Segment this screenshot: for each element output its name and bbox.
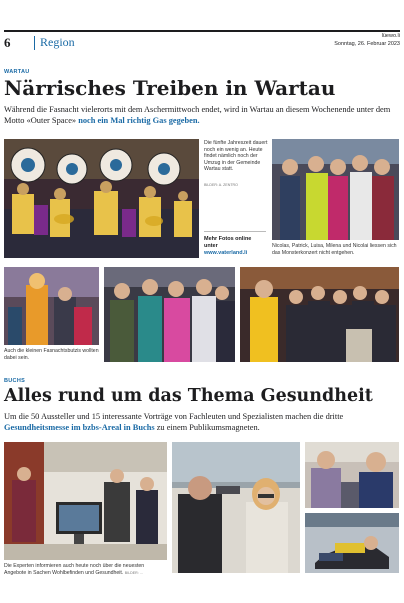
more-photos-link[interactable]: www.vaterland.li xyxy=(204,250,248,256)
photo-massage-chair xyxy=(305,513,399,573)
article1-side-credit: BILDER: A. ZENTRO xyxy=(204,183,238,187)
article1-headline: Närrisches Treiben in Wartau xyxy=(4,76,336,100)
photo-small-children xyxy=(4,267,99,345)
article1-kicker: WARTAU xyxy=(4,69,30,75)
more-photos-rule xyxy=(204,231,266,232)
article2-lead-end: zu einem Publikumsmagneten. xyxy=(154,423,260,432)
article1-side-caption: Die fünfte Jahreszeit dauert noch ein wenig an. Heute findet nämlich noch der Umzug in der Gemeinde Wartau statt. xyxy=(204,140,268,173)
article1-lead xyxy=(4,104,400,126)
photo-guggenmusik-band xyxy=(4,139,199,258)
article1-lead-text: Während die Fasnacht vielerorts mit dem Aschermittwoch endet, wird in Wartau an diesem Wochenende unter dem Motto «Outer Space» xyxy=(4,105,391,125)
article2-caption-text: Die Experten informieren auch heute noch über die neuesten Angebote in Sachen Wohlbefinden und Gesundheit. xyxy=(4,563,145,576)
article2-headline: Alles rund um das Thema Gesundheit xyxy=(4,386,373,406)
article2-credit: BILDER: ... xyxy=(124,570,143,575)
article2-caption xyxy=(4,563,167,576)
photo-expo-booth xyxy=(4,442,167,560)
article1-caption-right: Nicolas, Patrick, Luisa, Milena und Nicolai liessen sich das Monsterkonzert nicht entgehen. xyxy=(272,243,397,256)
more-photos-label: Mehr Fotos online unter xyxy=(204,236,252,249)
issue-date: Sonntag, 26. Februar 2023 xyxy=(334,41,400,47)
page-number: 6 xyxy=(4,35,11,50)
site-name: lüewo.li xyxy=(381,33,400,39)
article2-lead-highlight: Gesundheitsmesse im bzbs-Areal in Buchs xyxy=(4,423,155,432)
photo-group-of-five xyxy=(272,139,399,240)
article2-lead-text: Um die 50 Aussteller und 15 interessante Vorträge von Fachleuten und Spezialisten machen die dritte xyxy=(4,412,344,421)
photo-two-visitors xyxy=(305,442,399,508)
article2-kicker: BUCHS xyxy=(4,378,26,384)
article1-lead-highlight: noch ein Mal richtig Gas gegeben. xyxy=(78,116,200,125)
article1-caption-left-small: Auch die kleinen Fasnachtsbutzis wollten dabei sein. xyxy=(4,348,99,361)
section-title: Region xyxy=(40,35,75,49)
photo-eye-test xyxy=(172,442,300,573)
photo-pink-costumes xyxy=(104,267,235,362)
section-divider xyxy=(34,36,35,50)
more-photos-note xyxy=(204,236,266,257)
article2-lead xyxy=(4,411,400,433)
photo-crowd xyxy=(240,267,399,362)
header-rule xyxy=(4,30,400,32)
